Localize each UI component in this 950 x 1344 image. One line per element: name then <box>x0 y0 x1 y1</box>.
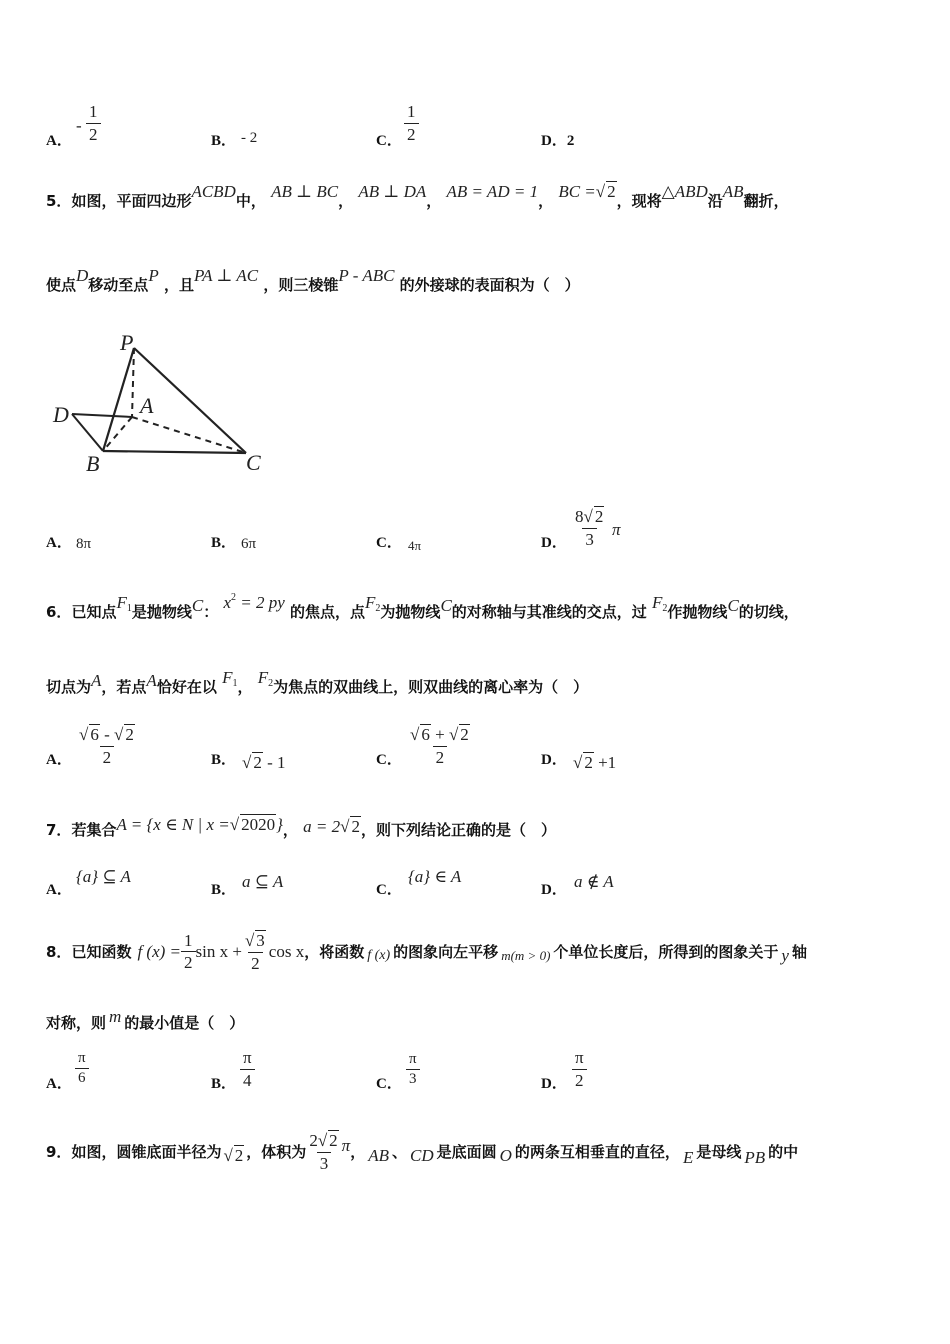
math-expr <box>652 593 667 612</box>
math-expr: D <box>76 266 89 285</box>
radical-sign: √ <box>573 753 583 772</box>
radical-sign: √ <box>114 725 124 744</box>
vertex-label-b: B <box>86 451 100 476</box>
math-symbol: F <box>652 593 663 612</box>
fraction-numerator: π <box>409 1051 417 1067</box>
math-expr: A <box>146 671 157 690</box>
subscript: 2 <box>662 603 668 614</box>
question-text: ，若点 <box>101 678 147 696</box>
question-number: 7． <box>46 821 72 839</box>
math-expr: a = 2 <box>303 817 341 836</box>
q5-option-c-label[interactable]: C． <box>376 535 402 551</box>
q6-option-d-value <box>573 752 616 773</box>
fraction-denominator: 3 <box>582 528 597 550</box>
question-text: ， <box>426 192 442 210</box>
q8-line-1 <box>46 930 807 973</box>
vertex-label-c: C <box>246 450 261 475</box>
question-text: 移动至点 <box>88 276 149 294</box>
math-expr: m <box>109 1007 122 1026</box>
radicand: 6 <box>421 725 430 744</box>
q5-option-b-label[interactable]: B． <box>211 535 237 551</box>
math-expr: = 2 py <box>236 593 285 612</box>
operator: - <box>99 725 115 744</box>
radical-sign: √ <box>79 725 89 744</box>
fraction-numerator <box>407 724 473 746</box>
q9-line-1 <box>46 1130 798 1173</box>
fraction-denominator: 6 <box>75 1068 89 1087</box>
fraction-denominator: 3 <box>406 1069 420 1088</box>
q5-line-1 <box>46 182 789 211</box>
subscript: 1 <box>126 603 132 614</box>
q8-option-c-label[interactable]: C． <box>376 1076 402 1092</box>
math-expr: PA ⊥ AC <box>193 266 259 285</box>
radicand: 2 <box>607 182 616 201</box>
radical-sign: √ <box>583 507 593 526</box>
math-expr: C <box>191 596 204 615</box>
math-expr: A <box>91 671 102 690</box>
math-expr: m(m > 0) <box>501 947 551 963</box>
fraction-numerator: π <box>243 1048 252 1067</box>
math-expr: AB <box>722 182 744 201</box>
fraction-numerator <box>306 1130 341 1152</box>
subscript: 1 <box>232 678 238 689</box>
math-expr: PB <box>744 1147 766 1167</box>
q4-option-c-fraction <box>404 102 419 144</box>
question-text: 恰好在以 <box>156 678 217 696</box>
edge-bc <box>103 451 246 453</box>
math-expr <box>116 593 131 612</box>
edge-ac <box>132 417 246 453</box>
question-number: 5． <box>46 192 72 210</box>
radicand: 2 <box>234 1146 244 1166</box>
question-text: 的焦点，点 <box>290 603 366 621</box>
fraction-one-half <box>181 931 196 973</box>
math-expr: P - ABC <box>338 266 395 285</box>
question-text: ，体积为 <box>246 1143 307 1162</box>
operator: + <box>430 725 449 744</box>
question-text: 是底面圆 <box>436 1143 497 1162</box>
math-expr: sin x + <box>195 941 242 961</box>
radicand: 2 <box>460 725 469 744</box>
q7-option-b-value: a ⊆ A <box>242 872 284 891</box>
fraction-denominator: 3 <box>317 1152 332 1174</box>
radicand: 2 <box>253 753 262 772</box>
math-expr: C <box>727 596 739 615</box>
math-expr: AB ⊥ BC <box>271 182 339 201</box>
radicand: 2 <box>351 817 360 836</box>
math-symbol: F <box>257 668 269 687</box>
question-number: 8． <box>46 943 72 962</box>
question-text: 为抛物线 <box>380 603 441 621</box>
math-expr: E <box>682 1147 694 1167</box>
q5-option-a-value: 8π <box>76 536 92 552</box>
question-text: 是抛物线 <box>131 603 192 621</box>
question-text: 作抛物线 <box>667 603 728 621</box>
question-text: 的最小值是（ ） <box>124 1014 245 1032</box>
math-expr: f (x) = <box>137 941 182 961</box>
q7-option-c-label[interactable]: C． <box>376 882 402 898</box>
q7-option-c-value: {a} ∈ A <box>408 867 462 886</box>
question-text: ， <box>282 821 298 839</box>
q7-option-d-value: a ∉ A <box>574 872 614 891</box>
radical-sign: √ <box>448 725 459 744</box>
question-text: 如图，圆锥底面半径为 <box>71 1143 222 1162</box>
math-expr: CD <box>410 1145 434 1165</box>
math-expr: P <box>148 266 159 285</box>
q6-option-c-label[interactable]: C． <box>376 752 402 768</box>
question-text: 、 <box>391 1143 407 1162</box>
question-text: ，将函数 <box>304 943 365 962</box>
volume-fraction <box>306 1130 341 1173</box>
question-text: 为焦点的双曲线上，则双曲线的离心率为（ ） <box>273 678 589 696</box>
q7-option-d-label[interactable]: D． <box>541 882 567 898</box>
q6-line-2 <box>46 668 589 698</box>
radicand: 6 <box>90 725 99 744</box>
q5-option-d-fraction <box>572 506 607 549</box>
q5-line-2 <box>46 266 580 295</box>
fraction-numerator: π <box>78 1050 86 1066</box>
math-symbol: F <box>365 593 376 612</box>
q6-option-b-label[interactable]: B． <box>211 752 237 768</box>
question-text: ， <box>538 192 554 210</box>
radical-sign: √ <box>410 725 420 744</box>
fraction-denominator: 2 <box>86 123 101 145</box>
math-expr <box>365 593 380 612</box>
question-text: 已知函数 <box>71 943 132 962</box>
math-expr: AB <box>368 1145 389 1165</box>
q5-option-d-pi: π <box>612 520 621 539</box>
numerator-coeff: 2 <box>309 1131 318 1150</box>
math-expr: C <box>440 596 452 615</box>
vertex-label-d: D <box>53 402 69 427</box>
fraction-numerator: 1 <box>89 102 98 121</box>
radicand: 2 <box>584 753 593 772</box>
fraction-denominator: 2 <box>433 746 448 768</box>
q4-option-d[interactable]: D．2 <box>541 133 575 149</box>
tetrahedron-figure <box>48 325 278 485</box>
q4-option-b-label[interactable]: B． <box>211 133 237 149</box>
question-text: 如图，平面四边形 <box>71 192 192 210</box>
question-text: 对称，则 <box>46 1014 107 1032</box>
question-text: 使点 <box>46 276 77 294</box>
math-symbol: F <box>116 593 127 612</box>
fraction-numerator: π <box>575 1048 584 1067</box>
math-symbol: F <box>222 668 233 687</box>
q4-option-a-sign: - <box>76 116 82 135</box>
fraction-denominator: 2 <box>181 951 196 973</box>
q6-option-d-label[interactable]: D． <box>541 752 567 768</box>
fraction-denominator: 2 <box>248 952 263 974</box>
fraction-denominator: 2 <box>100 746 115 768</box>
q7-line-1 <box>46 815 556 840</box>
math-expr: +1 <box>593 753 617 772</box>
radicand: 2 <box>329 1131 338 1150</box>
math-expr: ACBD <box>191 182 236 201</box>
math-expr <box>303 817 361 836</box>
question-number: 9． <box>46 1143 72 1162</box>
subscript: 2 <box>268 678 274 689</box>
question-number: 6． <box>46 603 72 621</box>
edge-pa <box>132 348 134 417</box>
math-expr <box>223 1145 244 1166</box>
vertex-label-a: A <box>140 393 154 418</box>
question-text: ，现将 <box>616 192 662 210</box>
edge-db <box>72 414 103 451</box>
question-text: 的中 <box>768 1143 799 1162</box>
math-expr: cos x <box>268 941 305 961</box>
radical-sign: √ <box>244 931 255 950</box>
q6-line-1 <box>46 592 799 623</box>
question-text: 的对称轴与其准线的交点，过 <box>451 603 647 621</box>
q8-option-d-fraction <box>572 1048 587 1090</box>
radical-sign: √ <box>242 753 252 772</box>
radical-sign: √ <box>340 817 350 836</box>
fraction-numerator <box>242 930 269 952</box>
question-text: 是母线 <box>696 1143 742 1162</box>
question-text: 个单位长度后，所得到的图象关于 <box>553 943 779 962</box>
question-text: ， <box>350 1143 366 1162</box>
fraction-denominator: 2 <box>572 1069 587 1091</box>
math-expr <box>558 182 616 201</box>
math-expr: BC = <box>558 182 596 201</box>
fraction-root3-half <box>242 930 269 973</box>
vertex-label-p: P <box>120 330 134 355</box>
fraction-numerator: 1 <box>184 930 193 950</box>
fraction-denominator: 4 <box>240 1069 255 1091</box>
edge-pb <box>103 348 134 451</box>
q8-option-b-label[interactable]: B． <box>211 1076 237 1092</box>
question-text: ， <box>237 678 253 696</box>
question-text: 的两条互相垂直的直径， <box>514 1143 680 1162</box>
math-expr: y <box>781 945 789 965</box>
question-text: 轴 <box>791 943 807 962</box>
edge-da <box>72 414 132 417</box>
question-text: ，且 <box>163 276 194 294</box>
math-expr: π <box>341 1135 351 1155</box>
question-text: 翻折， <box>743 192 789 210</box>
question-text: ： <box>203 603 219 621</box>
q5-option-d-label[interactable]: D． <box>541 535 567 551</box>
q6-option-c-fraction <box>407 724 473 767</box>
radicand: 3 <box>256 931 265 950</box>
question-text: 若集合 <box>71 821 117 839</box>
subscript: 2 <box>375 603 381 614</box>
q4-option-c-label[interactable]: C． <box>376 133 402 149</box>
q8-line-2 <box>46 1007 245 1033</box>
question-text: 的外接球的表面积为（ ） <box>399 276 580 294</box>
radical-sign: √ <box>229 815 240 834</box>
q8-option-a-label[interactable]: A． <box>46 1076 72 1092</box>
question-text: 已知点 <box>71 603 117 621</box>
math-expr: AB = AD = 1 <box>446 182 539 201</box>
q4-option-a-fraction <box>86 102 101 144</box>
q7-option-a-label[interactable]: A． <box>46 882 72 898</box>
q4-option-a-label[interactable]: A． <box>46 133 72 149</box>
question-text: 中， <box>235 192 266 210</box>
q8-option-b-fraction <box>240 1048 255 1090</box>
math-expr: △ABD <box>661 182 708 201</box>
fraction-numerator <box>76 724 138 746</box>
math-expr: AB ⊥ DA <box>358 182 427 201</box>
fraction-denominator: 2 <box>404 123 419 145</box>
question-text: 的图象向左平移 <box>393 943 499 962</box>
q7-option-b-label[interactable]: B． <box>211 882 237 898</box>
radical-sign: √ <box>595 182 606 201</box>
q4-option-b-value: - 2 <box>241 130 258 146</box>
numerator-coeff: 8 <box>575 507 584 526</box>
question-text: 切点为 <box>46 678 92 696</box>
math-expr <box>258 668 273 687</box>
superscript: 2 <box>231 592 236 603</box>
math-expr: - 1 <box>262 753 286 772</box>
math-symbol: x <box>223 593 231 612</box>
q5-option-c-value: 4π <box>408 538 422 553</box>
radical-sign: √ <box>317 1131 328 1150</box>
question-text: 的切线， <box>738 603 799 621</box>
question-text: 沿 <box>707 192 723 210</box>
math-expr: f (x) <box>367 947 391 963</box>
fraction-numerator <box>572 506 607 528</box>
q7-option-a-value: {a} ⊆ A <box>76 867 131 886</box>
q8-option-a-fraction <box>75 1050 89 1088</box>
radicand: 2020 <box>241 815 276 834</box>
math-expr: } <box>276 815 283 834</box>
q5-option-a-label[interactable]: A． <box>46 535 72 551</box>
radicand: 2 <box>125 725 134 744</box>
math-expr <box>222 668 237 687</box>
math-expr <box>223 593 284 612</box>
q5-option-b-value: 6π <box>241 536 257 552</box>
q6-option-b-value <box>242 752 286 773</box>
q6-option-a-fraction <box>76 724 138 767</box>
question-text: ，则三棱锥 <box>263 276 339 294</box>
question-text: ， <box>338 192 354 210</box>
q8-option-d-label[interactable]: D． <box>541 1076 567 1092</box>
radicand: 2 <box>594 507 604 526</box>
radical-sign: √ <box>223 1146 233 1166</box>
math-expr <box>116 815 282 834</box>
q6-option-a-label[interactable]: A． <box>46 752 72 768</box>
math-expr: A = {x ∈ N | x = <box>116 815 230 834</box>
question-text: ，则下列结论正确的是（ ） <box>360 821 556 839</box>
fraction-numerator: 1 <box>407 102 416 121</box>
q8-option-c-fraction <box>406 1051 420 1089</box>
math-expr: O <box>499 1145 512 1165</box>
